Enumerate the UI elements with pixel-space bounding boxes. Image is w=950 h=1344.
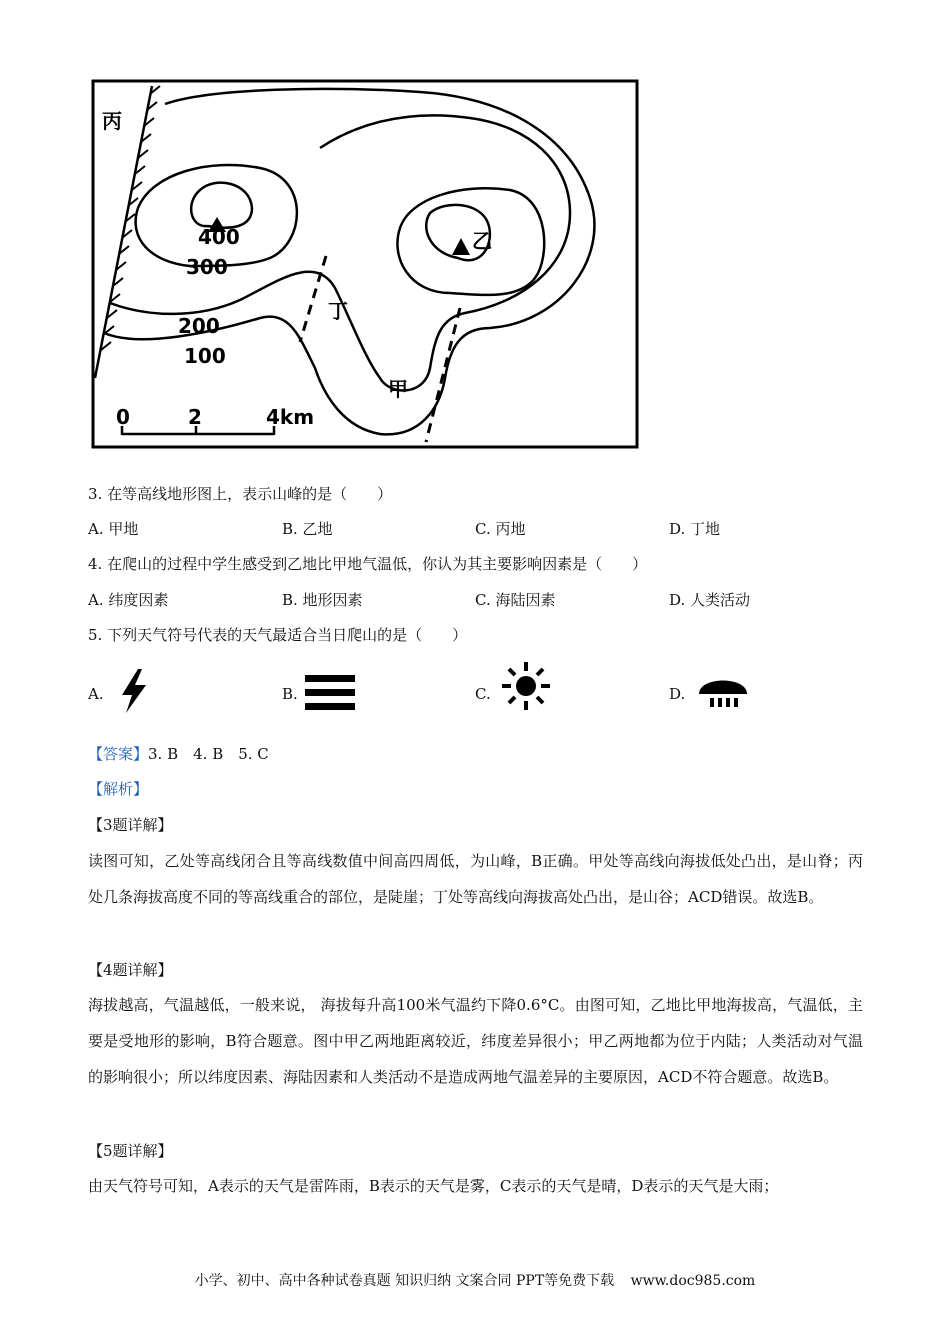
q3-option-d: D. 丁地	[669, 520, 721, 538]
detail-5-text: 由天气符号可知，A表示的天气是雷阵雨，B表示的天气是雾，C表示的天气是晴，D表示的天气是大雨；	[88, 1177, 779, 1195]
label-bing: 丙	[102, 109, 122, 133]
contour-map	[90, 78, 640, 450]
answer-text: 3. B 4. B 5. C	[148, 745, 269, 763]
label-jia: 甲	[388, 377, 408, 401]
detail-4-text: 海拔越高，气温越低，一般来说， 海拔每升高100米气温约下降0.6°C。由图可知，乙地比甲地海拔高，气温低，主要是受地形的影响，B符合题意。图中甲乙两地距离较近，纬度差异很小；甲乙两地都为位于内陆；人类活动对气温的影响很小；所以纬度因素、海陆因素和人类活动不是造成两地气温差异的主要原因，ACD不符合题意。故选B。	[88, 996, 863, 1086]
scale-label-2: 2	[188, 405, 202, 429]
detail-4-title: 【4题详解】	[88, 961, 173, 979]
page-footer	[0, 1270, 950, 1290]
q5-option-c: C.	[475, 685, 491, 703]
q4-option-d: D. 人类活动	[669, 591, 751, 609]
label-contour-100: 100	[184, 344, 226, 368]
question-5-stem: 5. 下列天气符号代表的天气最适合当日爬山的是（ ）	[88, 626, 468, 644]
detail-5-title: 【5题详解】	[88, 1142, 173, 1160]
q4-option-b: B. 地形因素	[282, 591, 363, 609]
answer-line	[88, 744, 269, 764]
label-contour-300: 300	[186, 255, 228, 279]
footer-text: 小学、初中、高中各种试卷真题 知识归纳 文案合同 PPT等免费下载	[194, 1273, 615, 1289]
q5-option-a: A.	[88, 685, 104, 703]
label-ding: 丁	[328, 299, 348, 323]
heavy-rain-icon	[697, 664, 749, 716]
question-3-stem: 3. 在等高线地形图上，表示山峰的是（ ）	[88, 485, 393, 503]
sun-icon	[500, 660, 552, 712]
detail-3-text: 读图可知，乙处等高线闭合且等高线数值中间高四周低，为山峰，B正确。甲处等高线向海拔低处凸出，是山脊；丙处几条海拔高度不同的等高线重合的部位，是陡崖；丁处等高线向海拔高处凸出，是山谷；ACD错误。故选B。	[88, 852, 863, 906]
detail-3-title: 【3题详解】	[88, 816, 173, 834]
label-contour-200: 200	[178, 314, 220, 338]
q3-option-a: A. 甲地	[88, 520, 139, 538]
fog-icon	[303, 667, 355, 719]
footer-url[interactable]: www.doc985.com	[630, 1273, 756, 1289]
analysis-tag: 【解析】	[88, 780, 149, 798]
q3-option-c: C. 丙地	[475, 520, 526, 538]
q5-option-b: B.	[282, 685, 298, 703]
question-4-stem: 4. 在爬山的过程中学生感受到乙地比甲地气温低，你认为其主要影响因素是（ ）	[88, 555, 648, 573]
label-yi: 乙	[472, 229, 492, 253]
scale-label-0: 0	[116, 405, 130, 429]
q5-option-d: D.	[669, 685, 686, 703]
scale-label-4km: 4km	[266, 405, 315, 429]
q4-option-a: A. 纬度因素	[88, 591, 169, 609]
label-contour-400: 400	[198, 225, 240, 249]
q4-option-c: C. 海陆因素	[475, 591, 556, 609]
answer-tag: 【答案】	[88, 745, 149, 763]
lightning-icon	[108, 665, 160, 717]
q3-option-b: B. 乙地	[282, 520, 333, 538]
